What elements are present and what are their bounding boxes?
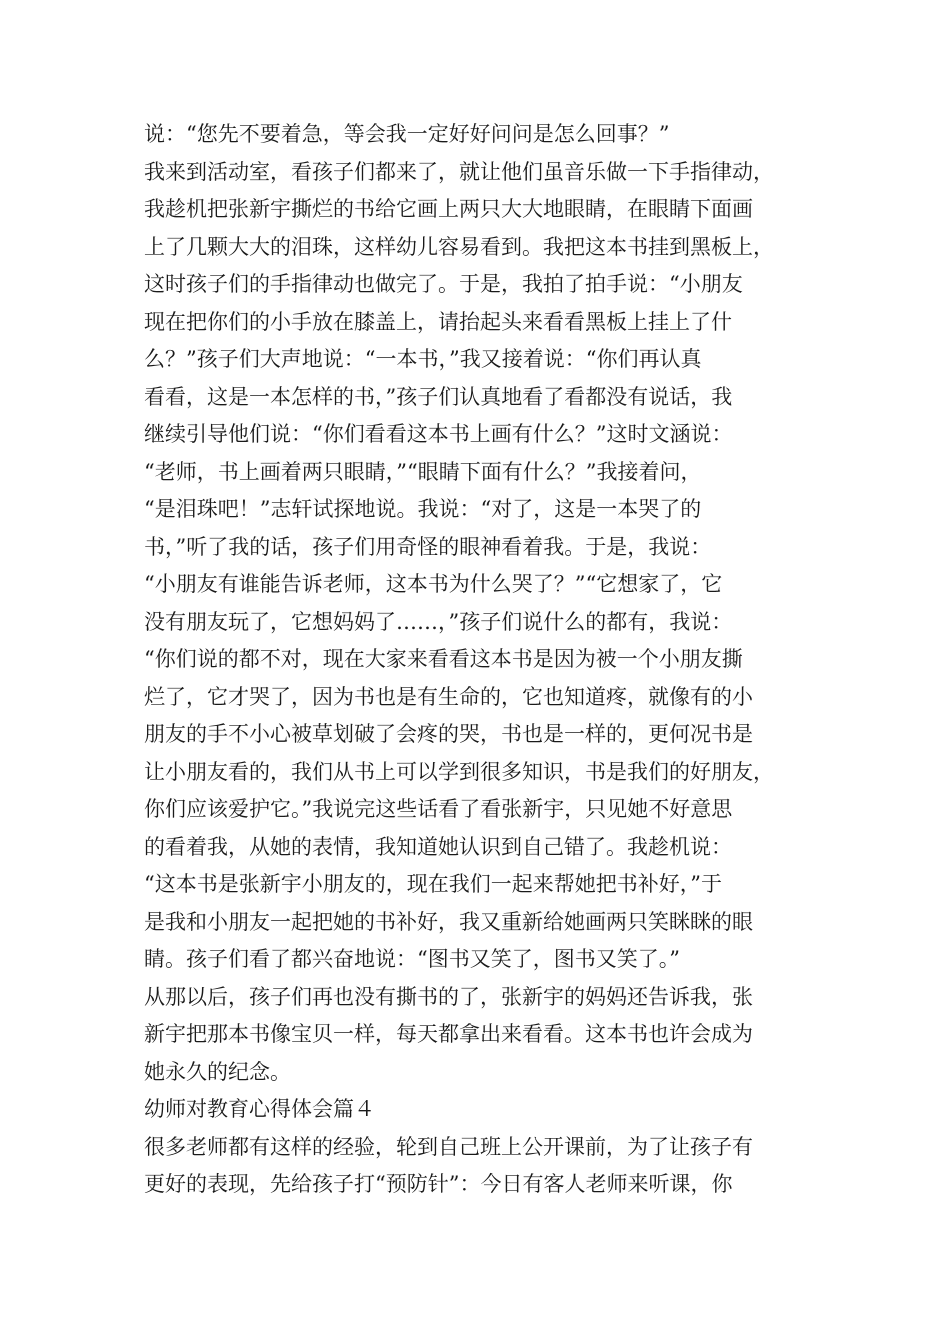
section-heading: 幼师对教育心得体会篇４ bbox=[144, 1097, 375, 1121]
text-line: 没有朋友玩了，它想妈妈了……，”孩子们说什么的都有，我说： bbox=[144, 609, 733, 634]
text-line: 看看，这是一本怎样的书，”孩子们认真地看了看都没有说话，我 bbox=[144, 384, 733, 409]
text-line: 睛。孩子们看了都兴奋地说：“图书又笑了，图书又笑了。” bbox=[144, 947, 680, 971]
text-line: 她永久的纪念。 bbox=[144, 1059, 291, 1084]
text-line: “是泪珠吧！”志轩试探地说。我说：“对了，这是一本哭了的 bbox=[144, 497, 702, 521]
text-line: 现在把你们的小手放在膝盖上，请抬起头来看看黑板上挂上了什 bbox=[144, 309, 732, 334]
text-line: 让小朋友看的，我们从书上可以学到很多知识，书是我们的好朋友， bbox=[144, 759, 774, 784]
text-line: 继续引导他们说：“你们看看这本书上画有什么？”这时文涵说： bbox=[144, 422, 733, 446]
text-line: “老师，书上画着两只眼睛，”“眼睛下面有什么？”我接着问， bbox=[144, 459, 702, 484]
text-line: 烂了，它才哭了，因为书也是有生命的，它也知道疼，就像有的小 bbox=[144, 684, 753, 709]
text-line: 这时孩子们的手指律动也做完了。于是，我拍了拍手说：“小朋友 bbox=[144, 272, 743, 296]
text-line: 我趁机把张新宇撕烂的书给它画上两只大大地眼睛，在眼睛下面画 bbox=[144, 197, 753, 221]
text-line: 上了几颗大大的泪珠，这样幼儿容易看到。我把这本书挂到黑板上， bbox=[144, 234, 774, 259]
text-line: “小朋友有谁能告诉老师，这本书为什么哭了？”“它想家了，它 bbox=[144, 572, 723, 596]
text-line: 书，”听了我的话，孩子们用奇怪的眼神看着我。于是，我说： bbox=[144, 534, 712, 559]
text-line: 从那以后，孩子们再也没有撕书的了，张新宇的妈妈还告诉我，张 bbox=[144, 984, 753, 1009]
text-line: 是我和小朋友一起把她的书补好，我又重新给她画两只笑眯眯的眼 bbox=[144, 909, 753, 934]
text-line: 很多老师都有这样的经验，轮到自己班上公开课前，为了让孩子有 bbox=[144, 1134, 753, 1159]
text-line: 我来到活动室，看孩子们都来了，就让他们虽音乐做一下手指律动， bbox=[144, 159, 774, 184]
text-line: 么？”孩子们大声地说：“一本书，”我又接着说：“你们再认真 bbox=[144, 347, 702, 371]
document-body bbox=[144, 116, 834, 1204]
text-line: 说：“您先不要着急，等会我一定好好问问是怎么回事？” bbox=[144, 122, 670, 146]
text-line: 你们应该爱护它。”我说完这些话看了看张新宇，只见她不好意思 bbox=[144, 797, 733, 821]
text-line: “你们说的都不对，现在大家来看看这本书是因为被一个小朋友撕 bbox=[144, 647, 743, 671]
text-line: 新宇把那本书像宝贝一样，每天都拿出来看看。这本书也许会成为 bbox=[144, 1022, 753, 1046]
text-line: 朋友的手不小心被草划破了会疼的哭，书也是一样的，更何况书是 bbox=[144, 722, 753, 746]
text-line: 的看着我，从她的表情，我知道她认识到自己错了。我趁机说： bbox=[144, 834, 732, 859]
text-line: 更好的表现，先给孩子打“预防针”：今日有客人老师来听课，你 bbox=[144, 1172, 733, 1196]
text-line: “这本书是张新宇小朋友的，现在我们一起来帮她把书补好，”于 bbox=[144, 872, 722, 896]
